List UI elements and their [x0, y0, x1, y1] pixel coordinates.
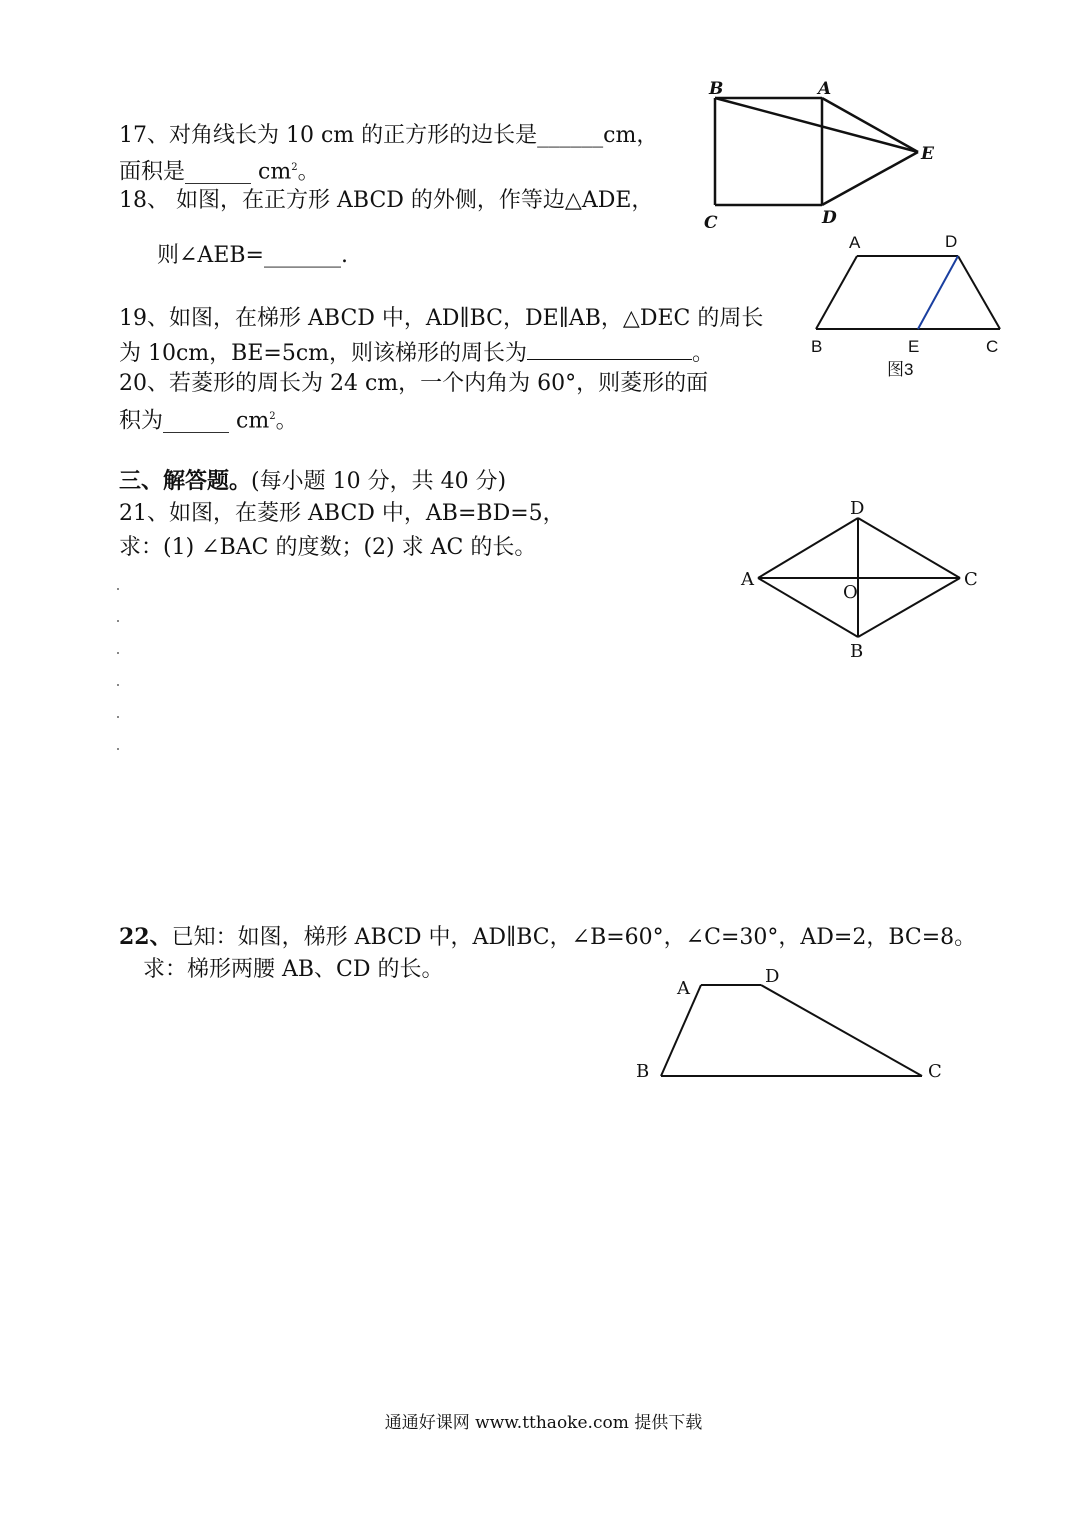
fig3-label-a: A — [849, 233, 861, 252]
q17-end: 。 — [297, 159, 320, 185]
figure-3-trapezoid — [800, 228, 1020, 383]
margin-dot — [117, 716, 119, 718]
q17-blank-area: ______ — [185, 159, 252, 185]
section3-note: (每小题 10 分，共 40 分) — [251, 469, 507, 494]
fig22-label-b: B — [636, 1061, 650, 1082]
rhombus-label-d: D — [850, 498, 865, 519]
triangle-edge-ae — [822, 98, 918, 152]
q20-text: 20、若菱形的周长为 24 cm，一个内角为 60°，则菱形的面 — [119, 371, 709, 396]
q18-blank: _______ — [263, 243, 341, 268]
figure-22-trapezoid — [625, 960, 955, 1090]
q18-end: . — [340, 243, 348, 268]
q22-line1 — [119, 922, 976, 953]
q17-text-b: cm， — [603, 123, 659, 148]
q20-blank: ______ — [163, 408, 230, 434]
q18-line1 — [119, 186, 653, 216]
q20-end: 。 — [275, 408, 298, 434]
rhombus-edge-ad — [758, 518, 858, 578]
q21-text: 21、如图，在菱形 ABCD 中，AB=BD=5， — [119, 501, 565, 526]
fig22-label-a: A — [677, 978, 690, 999]
q17-unit: cm — [251, 159, 292, 185]
rhombus-edge-dc — [858, 518, 960, 578]
fig3-label-b: B — [811, 337, 823, 356]
margin-dot — [117, 620, 119, 622]
q22-text-b: 求：梯形两腰 AB、CD 的长。 — [143, 957, 444, 982]
q19-line2 — [119, 337, 714, 369]
q19-text: 19、如图，在梯形 ABCD 中，AD∥BC，DE∥AB，△DEC 的周长 — [119, 306, 764, 331]
rhombus-label-b: B — [850, 641, 864, 662]
q17-blank-side: ______ — [537, 123, 604, 148]
square-label-d: D — [822, 208, 837, 228]
square-label-e: E — [921, 144, 934, 164]
fig22-edge-dc — [761, 985, 922, 1076]
fig3-caption: 图3 — [887, 360, 914, 379]
q18-text: 18、 如图，在正方形 ABCD 的外侧，作等边△ADE， — [119, 188, 654, 213]
q21-line1 — [119, 499, 565, 529]
figure-square-triangle — [700, 75, 950, 235]
margin-dot — [117, 684, 119, 686]
q22-line2 — [143, 955, 444, 985]
q20-line1 — [119, 369, 708, 399]
fig22-label-d: D — [765, 966, 780, 987]
rhombus-label-a: A — [741, 569, 754, 590]
fig22-label-c: C — [928, 1061, 942, 1082]
q17-text-a: 17、对角线长为 10 cm 的正方形的边长是 — [119, 123, 538, 148]
q19-text-b: 为 10cm，BE=5cm，则该梯形的周长为 — [119, 341, 528, 366]
square-label-c: C — [704, 213, 718, 233]
q17-sup: 2 — [291, 162, 298, 173]
rhombus-label-o: O — [843, 582, 858, 603]
square-label-a: A — [818, 79, 832, 99]
section3-heading — [119, 466, 506, 497]
q17-line2 — [119, 153, 320, 187]
q19-end: 。 — [692, 341, 715, 366]
q19-line1 — [119, 304, 763, 334]
margin-dot — [117, 748, 119, 750]
fig3-segment-de — [918, 256, 958, 329]
q21-text-b: 求：(1) ∠BAC 的度数；(2) 求 AC 的长。 — [119, 535, 537, 560]
q22-number: 22、 — [119, 924, 172, 950]
margin-dot — [117, 588, 119, 590]
fig3-label-c: C — [986, 337, 999, 356]
q20-unit: cm — [229, 408, 270, 434]
q18-text-b: 则∠AEB= — [157, 243, 264, 268]
fig3-edge-ab — [816, 256, 857, 329]
fig3-label-e: E — [908, 337, 920, 356]
fig3-edge-dc — [958, 256, 1000, 329]
q17-line1 — [119, 121, 658, 151]
rhombus-edge-cb — [858, 578, 960, 637]
q20-text-b: 积为 — [119, 408, 164, 434]
section3-title: 三、解答题。 — [119, 468, 252, 494]
figure-21-rhombus — [735, 495, 995, 665]
fig3-label-d: D — [945, 232, 958, 251]
q21-line2 — [119, 533, 536, 563]
margin-dot — [117, 652, 119, 654]
q20-sup: 2 — [269, 411, 276, 422]
segment-be — [715, 98, 918, 152]
page-footer: 通通好课网 www.tthaoke.com 提供下载 — [384, 1413, 703, 1433]
q19-blank — [527, 337, 692, 360]
square-label-b: B — [709, 79, 724, 99]
q22-text: 已知：如图，梯形 ABCD 中，AD∥BC，∠B=60°，∠C=30°，AD=2，BC=8。 — [171, 925, 977, 950]
q17-text-c: 面积是 — [119, 159, 186, 185]
triangle-edge-de — [822, 152, 918, 205]
q18-line2 — [157, 241, 348, 271]
rhombus-label-c: C — [964, 569, 978, 590]
q20-line2 — [119, 402, 298, 436]
